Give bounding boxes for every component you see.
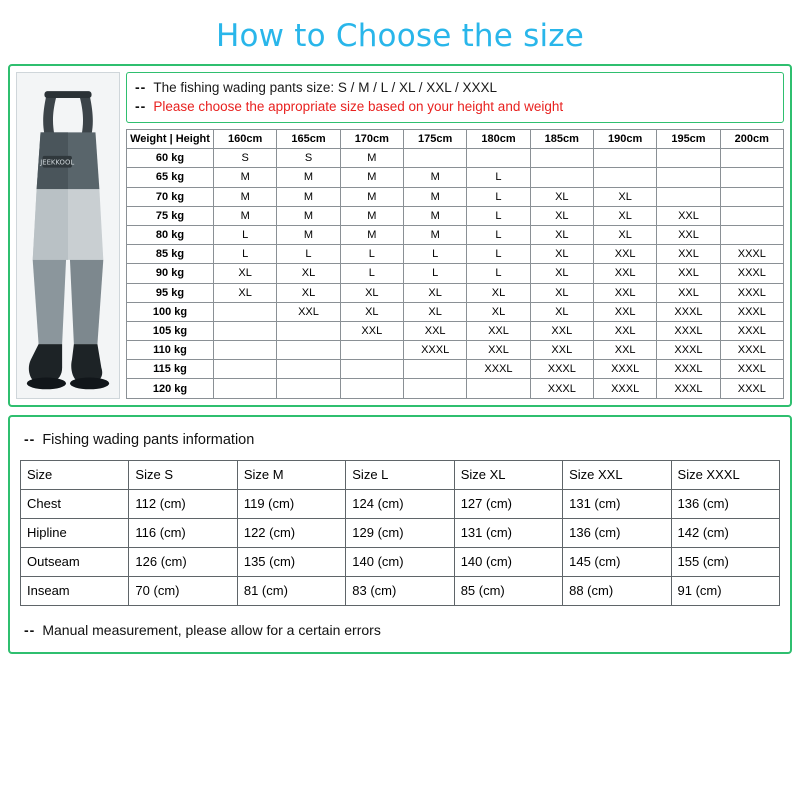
measurement-value: 91 (cm) bbox=[671, 576, 779, 605]
size-table-cell: XXL bbox=[593, 283, 656, 302]
measurement-value: 131 (cm) bbox=[454, 518, 562, 547]
size-table-cell: XXL bbox=[530, 341, 593, 360]
measurement-value: 126 (cm) bbox=[129, 547, 237, 576]
size-table-cell: XXXL bbox=[720, 321, 783, 340]
note-line-warning bbox=[135, 97, 775, 116]
measurement-value: 122 (cm) bbox=[237, 518, 345, 547]
size-chart-panel bbox=[8, 64, 792, 407]
dash-marker-icon: -- bbox=[24, 621, 36, 638]
dash-marker-icon: -- bbox=[135, 98, 147, 114]
size-table-cell: M bbox=[340, 187, 403, 206]
page-title: How to Choose the size bbox=[216, 18, 584, 54]
size-table-cell: M bbox=[403, 206, 466, 225]
size-table-cell: XL bbox=[214, 264, 277, 283]
size-table-cell: XXXL bbox=[657, 302, 720, 321]
size-table-cell: XXL bbox=[657, 206, 720, 225]
table-row bbox=[127, 264, 784, 283]
size-table-cell: M bbox=[403, 225, 466, 244]
size-table-weight-label: 90 kg bbox=[127, 264, 214, 283]
size-table-cell: XXXL bbox=[657, 379, 720, 398]
table-row bbox=[127, 379, 784, 398]
size-table-cell: L bbox=[467, 168, 530, 187]
size-table-cell: XL bbox=[530, 264, 593, 283]
svg-text:JEEKKOOL: JEEKKOOL bbox=[40, 158, 75, 167]
size-table-cell bbox=[277, 360, 340, 379]
size-table-cell bbox=[214, 360, 277, 379]
dash-marker-icon: -- bbox=[135, 79, 147, 95]
size-table-cell: L bbox=[467, 264, 530, 283]
size-table-col-200: 200cm bbox=[720, 130, 783, 149]
size-table-cell: M bbox=[277, 225, 340, 244]
measurements-col-m: Size M bbox=[237, 460, 345, 489]
size-table-cell: XXL bbox=[530, 321, 593, 340]
measurements-col-size: Size bbox=[21, 460, 129, 489]
size-table-cell: XXXL bbox=[720, 379, 783, 398]
size-table-cell: L bbox=[403, 245, 466, 264]
size-table-cell: XXXL bbox=[657, 341, 720, 360]
size-table-cell: XL bbox=[530, 187, 593, 206]
size-table-cell: XXL bbox=[403, 321, 466, 340]
notes-box bbox=[126, 72, 784, 123]
size-table-corner-header: Weight | Height bbox=[127, 130, 214, 149]
table-row bbox=[21, 547, 780, 576]
size-table-cell bbox=[403, 379, 466, 398]
size-table-cell: M bbox=[277, 168, 340, 187]
size-table-cell bbox=[720, 168, 783, 187]
size-table-cell bbox=[593, 149, 656, 168]
size-table-cell: M bbox=[214, 206, 277, 225]
size-table-col-195: 195cm bbox=[657, 130, 720, 149]
measurement-value: 81 (cm) bbox=[237, 576, 345, 605]
note-warning-text: Please choose the appropriate size based on your height and weight bbox=[153, 99, 564, 114]
size-table-col-185: 185cm bbox=[530, 130, 593, 149]
size-table-cell: XXXL bbox=[403, 341, 466, 360]
size-table-cell: XXXL bbox=[530, 360, 593, 379]
size-table-cell: L bbox=[214, 225, 277, 244]
measurement-value: 131 (cm) bbox=[563, 489, 671, 518]
measurements-col-xl: Size XL bbox=[454, 460, 562, 489]
size-table-cell: M bbox=[214, 187, 277, 206]
size-table-cell: S bbox=[277, 149, 340, 168]
info-panel bbox=[8, 415, 792, 654]
size-table-cell: XL bbox=[277, 283, 340, 302]
measurement-value: 142 (cm) bbox=[671, 518, 779, 547]
size-table-cell: XL bbox=[593, 187, 656, 206]
size-table-weight-label: 105 kg bbox=[127, 321, 214, 340]
size-table-cell bbox=[657, 168, 720, 187]
size-table-cell bbox=[530, 168, 593, 187]
table-row bbox=[21, 576, 780, 605]
size-table-cell: XXL bbox=[593, 245, 656, 264]
size-table-cell: XXL bbox=[593, 341, 656, 360]
size-table-cell: XL bbox=[530, 302, 593, 321]
size-table-cell: L bbox=[403, 264, 466, 283]
measurement-value: 140 (cm) bbox=[346, 547, 454, 576]
size-table-cell: M bbox=[277, 206, 340, 225]
table-row bbox=[127, 206, 784, 225]
size-table-cell: M bbox=[277, 187, 340, 206]
table-row bbox=[127, 341, 784, 360]
size-table-col-190: 190cm bbox=[593, 130, 656, 149]
size-table-cell: XXL bbox=[657, 245, 720, 264]
size-table-body bbox=[127, 149, 784, 398]
size-table-cell: L bbox=[467, 225, 530, 244]
table-row bbox=[127, 149, 784, 168]
measurement-value: 129 (cm) bbox=[346, 518, 454, 547]
size-table-weight-label: 110 kg bbox=[127, 341, 214, 360]
manual-measurement-text: Manual measurement, please allow for a certain errors bbox=[42, 621, 381, 638]
size-table-cell bbox=[657, 187, 720, 206]
size-table-cell: L bbox=[340, 245, 403, 264]
size-table-cell: XXL bbox=[593, 321, 656, 340]
size-table-cell: XL bbox=[403, 302, 466, 321]
measurement-value: 136 (cm) bbox=[563, 518, 671, 547]
size-table-cell: XXXL bbox=[720, 341, 783, 360]
table-row bbox=[127, 225, 784, 244]
size-table-cell bbox=[214, 302, 277, 321]
size-table-cell bbox=[657, 149, 720, 168]
size-table-weight-label: 65 kg bbox=[127, 168, 214, 187]
size-table-cell bbox=[720, 149, 783, 168]
measurement-value: 83 (cm) bbox=[346, 576, 454, 605]
size-table-cell: XXXL bbox=[467, 360, 530, 379]
measurements-col-xxl: Size XXL bbox=[563, 460, 671, 489]
size-table-cell: XXL bbox=[593, 264, 656, 283]
size-table-weight-label: 115 kg bbox=[127, 360, 214, 379]
measurement-value: 116 (cm) bbox=[129, 518, 237, 547]
size-table-cell: L bbox=[340, 264, 403, 283]
dash-marker-icon: -- bbox=[24, 430, 36, 447]
size-table-cell: XXXL bbox=[720, 302, 783, 321]
size-table-cell bbox=[340, 360, 403, 379]
measurement-value: 124 (cm) bbox=[346, 489, 454, 518]
size-table-cell: XL bbox=[530, 206, 593, 225]
size-table-col-165: 165cm bbox=[277, 130, 340, 149]
table-row bbox=[21, 518, 780, 547]
size-table-cell: XXL bbox=[277, 302, 340, 321]
size-table-cell bbox=[277, 379, 340, 398]
size-table-cell bbox=[403, 360, 466, 379]
size-table-weight-label: 95 kg bbox=[127, 283, 214, 302]
size-table-cell: L bbox=[277, 245, 340, 264]
size-table-cell: XXXL bbox=[720, 245, 783, 264]
size-table-cell bbox=[277, 341, 340, 360]
measurement-label: Outseam bbox=[21, 547, 129, 576]
bottom-spacer bbox=[0, 756, 800, 800]
measurements-col-xxxl: Size XXXL bbox=[671, 460, 779, 489]
measurement-label: Inseam bbox=[21, 576, 129, 605]
size-table-weight-label: 70 kg bbox=[127, 187, 214, 206]
size-table-cell: XL bbox=[340, 283, 403, 302]
size-table-cell: L bbox=[214, 245, 277, 264]
size-table-cell: L bbox=[467, 187, 530, 206]
size-table-cell: XL bbox=[530, 245, 593, 264]
size-table-cell bbox=[277, 321, 340, 340]
size-table-cell: XL bbox=[340, 302, 403, 321]
note-line-sizes bbox=[135, 78, 775, 97]
size-table-cell: XXXL bbox=[530, 379, 593, 398]
measurements-table bbox=[20, 460, 780, 606]
size-table-cell: L bbox=[467, 245, 530, 264]
measurement-value: 119 (cm) bbox=[237, 489, 345, 518]
manual-measurement-note bbox=[24, 622, 780, 638]
measurement-value: 127 (cm) bbox=[454, 489, 562, 518]
measurement-value: 88 (cm) bbox=[563, 576, 671, 605]
size-table-cell: XL bbox=[467, 302, 530, 321]
size-table-cell: XL bbox=[467, 283, 530, 302]
size-table-cell: XXL bbox=[467, 341, 530, 360]
size-table-cell bbox=[214, 341, 277, 360]
size-table-cell: XL bbox=[593, 225, 656, 244]
size-table-cell: XXL bbox=[657, 264, 720, 283]
size-table-cell: M bbox=[403, 168, 466, 187]
measurements-body bbox=[21, 489, 780, 605]
table-row bbox=[127, 321, 784, 340]
size-table-col-180: 180cm bbox=[467, 130, 530, 149]
measurements-col-s: Size S bbox=[129, 460, 237, 489]
size-table-cell bbox=[403, 149, 466, 168]
size-table-cell: L bbox=[467, 206, 530, 225]
measurement-value: 140 (cm) bbox=[454, 547, 562, 576]
size-table bbox=[126, 129, 784, 399]
size-table-cell bbox=[593, 168, 656, 187]
size-table-cell: XXL bbox=[593, 302, 656, 321]
size-table-cell: S bbox=[214, 149, 277, 168]
size-table-weight-label: 60 kg bbox=[127, 149, 214, 168]
table-row bbox=[127, 245, 784, 264]
info-heading-text: Fishing wading pants information bbox=[42, 431, 255, 448]
size-table-cell: XXXL bbox=[593, 379, 656, 398]
size-table-cell: XL bbox=[403, 283, 466, 302]
size-table-weight-label: 100 kg bbox=[127, 302, 214, 321]
size-table-cell: XXXL bbox=[720, 264, 783, 283]
size-table-cell: XL bbox=[593, 206, 656, 225]
table-row bbox=[127, 283, 784, 302]
size-table-weight-label: 80 kg bbox=[127, 225, 214, 244]
size-table-cell: M bbox=[340, 225, 403, 244]
size-table-col-170: 170cm bbox=[340, 130, 403, 149]
size-table-cell: XXL bbox=[657, 225, 720, 244]
measurements-header-row bbox=[21, 460, 780, 489]
measurement-value: 145 (cm) bbox=[563, 547, 671, 576]
measurement-value: 136 (cm) bbox=[671, 489, 779, 518]
size-chart-content bbox=[126, 72, 784, 399]
measurement-label: Hipline bbox=[21, 518, 129, 547]
measurements-col-l: Size L bbox=[346, 460, 454, 489]
measurement-value: 85 (cm) bbox=[454, 576, 562, 605]
size-table-cell: XXXL bbox=[720, 283, 783, 302]
size-table-cell: XL bbox=[530, 283, 593, 302]
size-table-cell: XXXL bbox=[657, 360, 720, 379]
size-table-header-row bbox=[127, 130, 784, 149]
size-table-col-160: 160cm bbox=[214, 130, 277, 149]
size-table-weight-label: 120 kg bbox=[127, 379, 214, 398]
size-table-cell: XL bbox=[530, 225, 593, 244]
size-table-cell: XXL bbox=[340, 321, 403, 340]
size-table-cell: XXXL bbox=[720, 360, 783, 379]
size-table-cell: XXL bbox=[657, 283, 720, 302]
size-table-cell bbox=[530, 149, 593, 168]
size-table-cell: XXXL bbox=[593, 360, 656, 379]
size-table-cell bbox=[214, 379, 277, 398]
size-table-cell: M bbox=[340, 149, 403, 168]
size-table-col-175: 175cm bbox=[403, 130, 466, 149]
size-table-cell: M bbox=[403, 187, 466, 206]
size-table-cell bbox=[720, 206, 783, 225]
size-table-cell bbox=[214, 321, 277, 340]
size-table-cell: XL bbox=[277, 264, 340, 283]
table-row bbox=[127, 360, 784, 379]
size-table-cell: XL bbox=[214, 283, 277, 302]
size-table-cell: M bbox=[340, 206, 403, 225]
size-table-cell bbox=[340, 341, 403, 360]
size-table-cell: XXXL bbox=[657, 321, 720, 340]
size-table-cell: M bbox=[340, 168, 403, 187]
size-table-cell bbox=[720, 225, 783, 244]
size-table-weight-label: 85 kg bbox=[127, 245, 214, 264]
product-image bbox=[16, 72, 120, 399]
table-row bbox=[127, 302, 784, 321]
waders-illustration bbox=[17, 73, 119, 398]
measurement-value: 70 (cm) bbox=[129, 576, 237, 605]
size-table-cell bbox=[467, 149, 530, 168]
size-table-cell bbox=[467, 379, 530, 398]
measurement-value: 135 (cm) bbox=[237, 547, 345, 576]
table-row bbox=[21, 489, 780, 518]
size-table-weight-label: 75 kg bbox=[127, 206, 214, 225]
size-table-cell: M bbox=[214, 168, 277, 187]
size-table-cell bbox=[720, 187, 783, 206]
size-table-cell: XXL bbox=[467, 321, 530, 340]
note-sizes-text: The fishing wading pants size: S / M / L / XL / XXL / XXXL bbox=[153, 80, 497, 95]
measurement-value: 112 (cm) bbox=[129, 489, 237, 518]
size-table-cell bbox=[340, 379, 403, 398]
table-row bbox=[127, 187, 784, 206]
table-row bbox=[127, 168, 784, 187]
info-heading bbox=[24, 431, 780, 448]
measurement-label: Chest bbox=[21, 489, 129, 518]
measurement-value: 155 (cm) bbox=[671, 547, 779, 576]
